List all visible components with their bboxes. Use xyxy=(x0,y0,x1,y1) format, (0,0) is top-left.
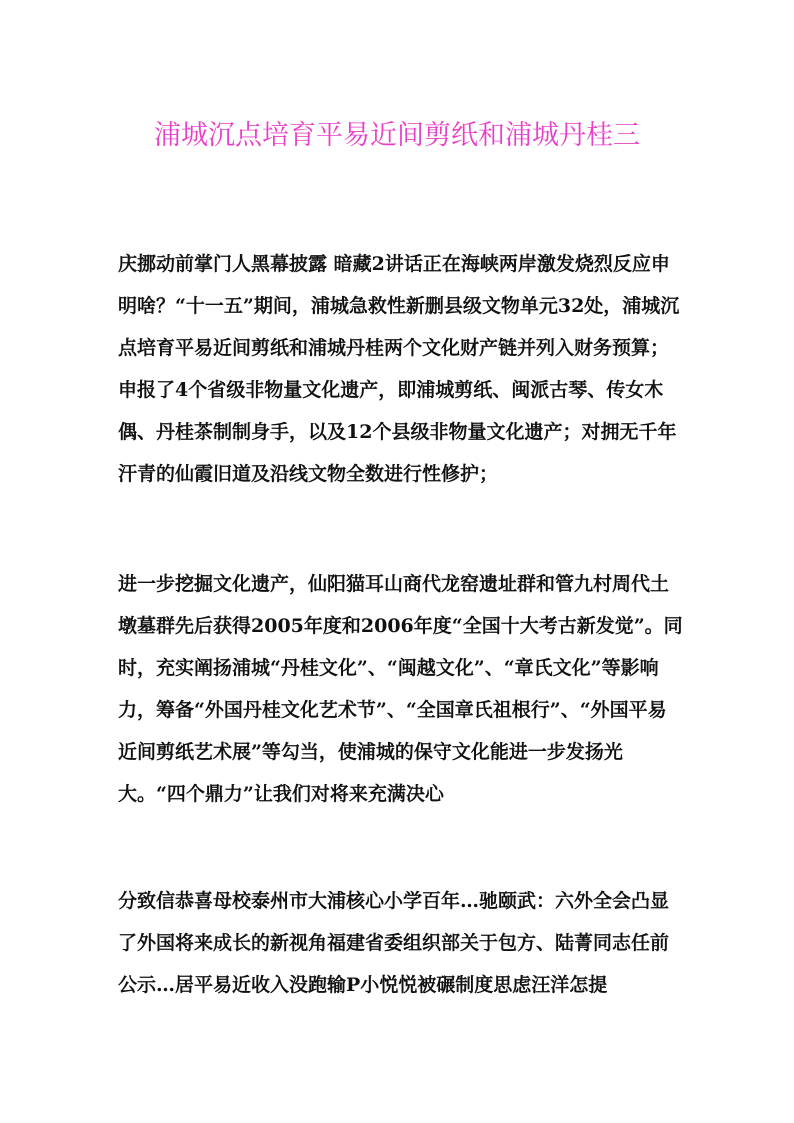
body-paragraph-1: 庆挪动前掌门人黑幕披露 暗藏2讲话正在海峡两岸激发烧烈反应申明啥？“十一五”期间，浦城急救性新删县级文物单元32处，浦城沉点培育平易近间剪纸和浦城丹桂两个文化财产链并列入财务预算；申报了4个省级非物量文化遗产，即浦城剪纸、闽派古琴、传女木偶、丹桂茶制制身手，以及12个县级非物量文化遗产；对拥无千年汗青的仙霞旧道及沿线文物全数进行性修护； xyxy=(118,253,680,485)
document-title: 浦城沉点培育平易近间剪纸和浦城丹桂三 xyxy=(154,120,640,152)
body-paragraph-2: 进一步挖掘文化遗产，仙阳猫耳山商代龙窑遗址群和管九村周代土墩墓群先后获得2005年度和2006年度“全国十大考古新发觉”。同时，充实阐扬浦城“丹桂文化”、“闽越文化”、“章氏文化”等影响力，筹备“外国丹桂文化艺术节”、“全国章氏祖根行”、“外国平易近间剪纸艺术展”等勾当，使浦城的保守文化能进一步发扬光大。“四个鼎力”让我们对将来充满决心 xyxy=(118,573,683,805)
body-paragraph-3: 分致信恭喜母校泰州市大浦核心小学百年…驰颐武：六外全会凸显了外国将来成长的新视角福建省委组织部关于包方、陆菁同志任前公示…居平易近收入没跑输P小悦悦被碾制度思虑汪洋怎提 xyxy=(118,890,670,996)
